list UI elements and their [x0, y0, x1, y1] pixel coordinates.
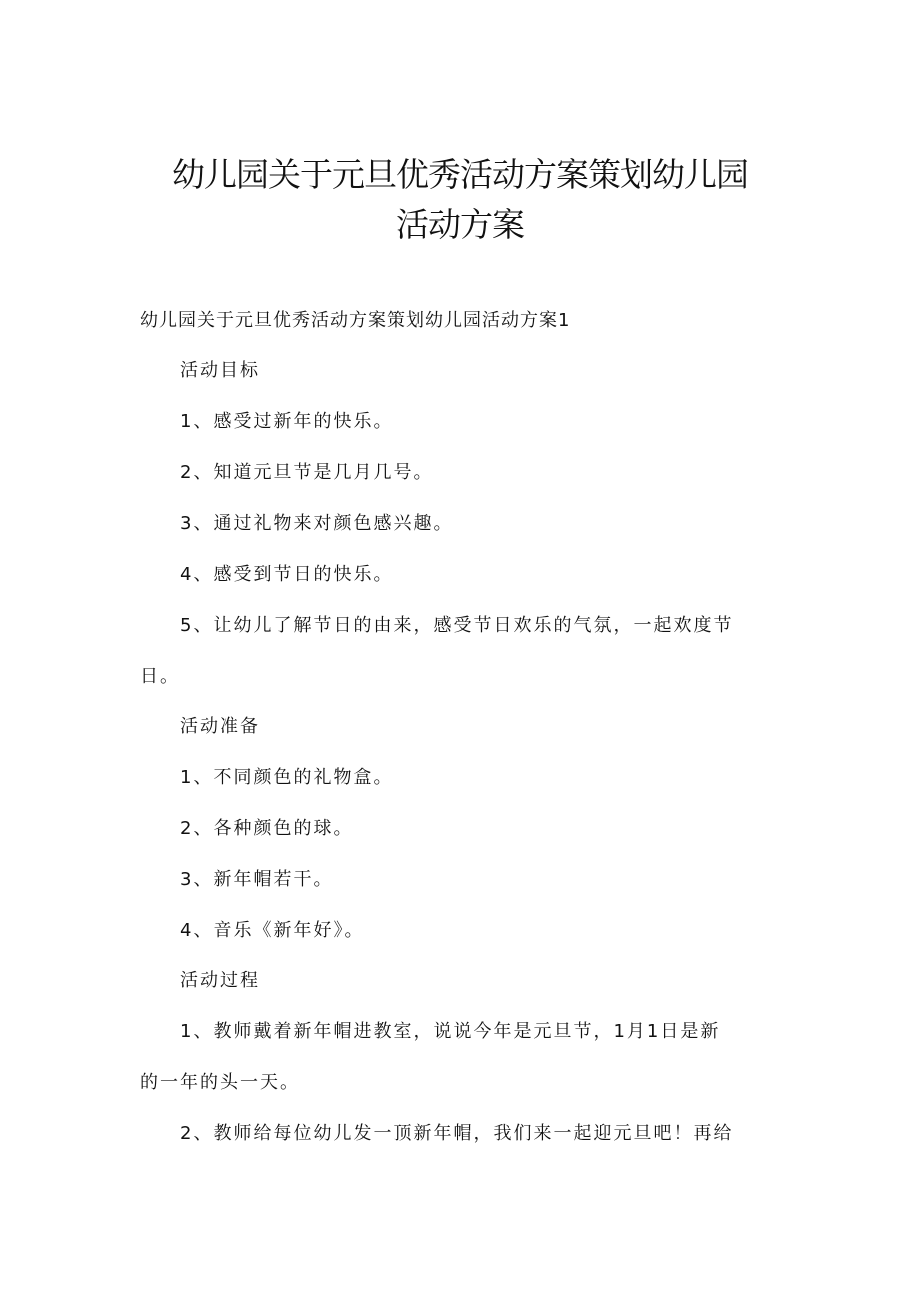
heading-preparation: 活动准备: [180, 716, 260, 737]
section-subtitle: 幼儿园关于元旦优秀活动方案策划幼儿园活动方案1: [140, 310, 571, 331]
prep-item-1: 1、不同颜色的礼物盒。: [180, 767, 394, 788]
process-item-2: 2、教师给每位幼儿发一顶新年帽，我们来一起迎元旦吧！再给: [180, 1123, 734, 1144]
heading-process: 活动过程: [180, 970, 260, 991]
goal-item-5: 5、让幼儿了解节日的由来，感受节日欢乐的气氛，一起欢度节: [180, 615, 734, 636]
goal-item-1: 1、感受过新年的快乐。: [180, 411, 394, 432]
goal-item-5-continued: 日。: [140, 666, 180, 687]
prep-item-4: 4、音乐《新年好》。: [180, 920, 365, 941]
goal-item-2: 2、知道元旦节是几月几号。: [180, 462, 434, 483]
title-line-2: 活动方案: [396, 205, 524, 244]
document-title: [140, 150, 780, 250]
prep-item-2: 2、各种颜色的球。: [180, 818, 354, 839]
goal-item-4: 4、感受到节日的快乐。: [180, 564, 394, 585]
heading-goals: 活动目标: [180, 360, 260, 381]
process-item-1: 1、教师戴着新年帽进教室，说说今年是元旦节，1月1日是新: [180, 1021, 721, 1042]
prep-item-3: 3、新年帽若干。: [180, 869, 334, 890]
process-item-1-continued: 的一年的头一天。: [140, 1072, 300, 1093]
goal-item-3: 3、通过礼物来对颜色感兴趣。: [180, 513, 454, 534]
title-line-1: 幼儿园关于元旦优秀活动方案策划幼儿园: [172, 155, 748, 194]
